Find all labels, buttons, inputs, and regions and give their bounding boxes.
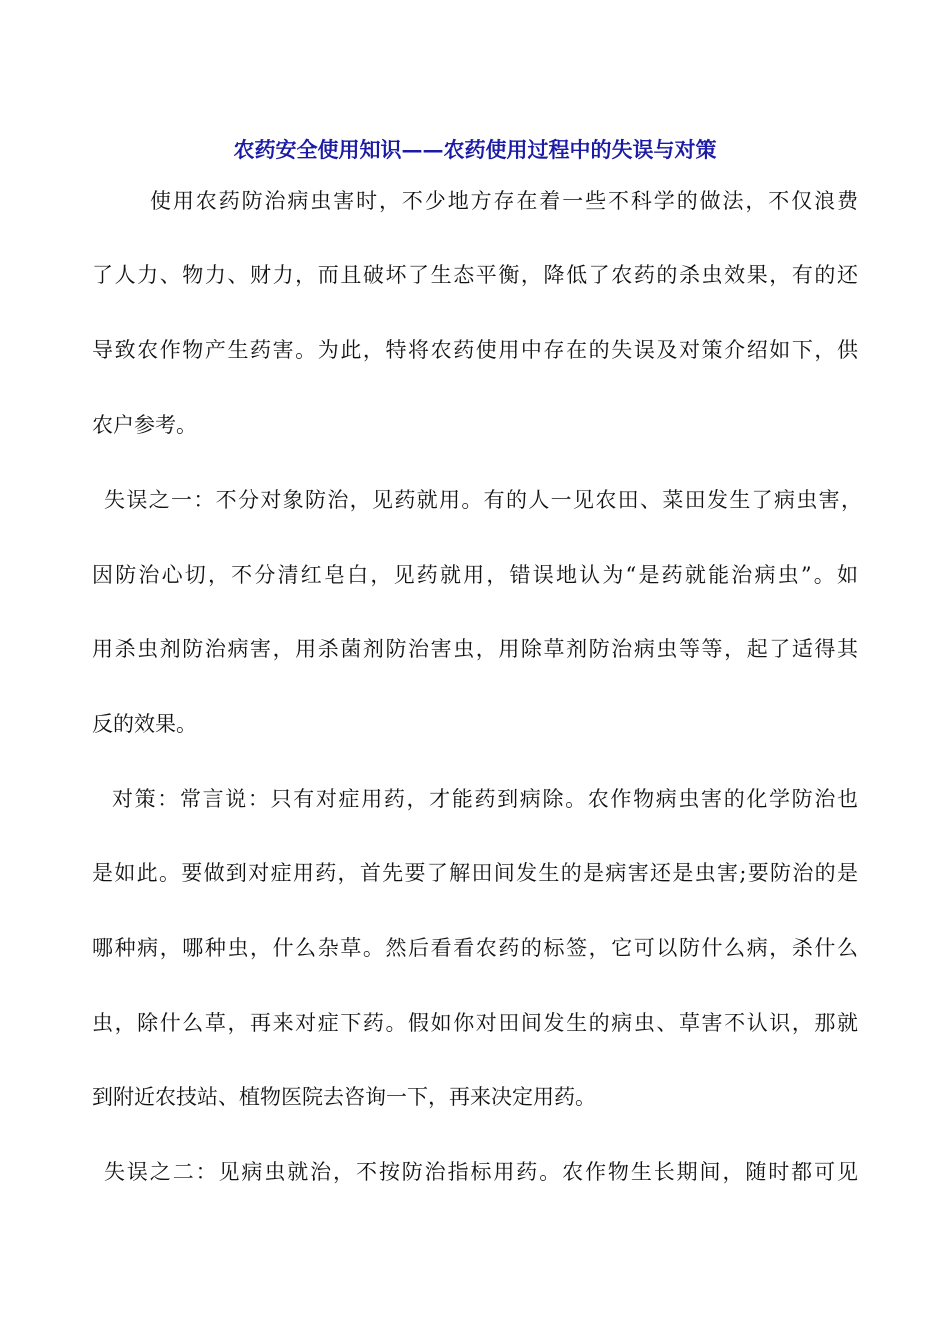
paragraph-line: 对策：常言说：只有对症用药，才能药到病除。农作物病虫害的化学防治也	[112, 787, 858, 811]
page-title: 农药安全使用知识——农药使用过程中的失误与对策	[233, 137, 717, 162]
paragraph-line: 失误之二：见病虫就治，不按防治指标用药。农作物生长期间，随时都可见	[104, 1160, 858, 1184]
paragraph-line: 农户参考。	[92, 413, 197, 437]
paragraph-line: 哪种病，哪种虫，什么杂草。然后看看农药的标签，它可以防什么病，杀什么	[92, 936, 858, 960]
paragraph-line: 反的效果。	[92, 712, 197, 736]
paragraph-line: 了人力、物力、财力，而且破坏了生态平衡，降低了农药的杀虫效果，有的还	[92, 263, 858, 287]
paragraph-line: 导致农作物产生药害。为此，特将农药使用中存在的失误及对策介绍如下，供	[92, 338, 858, 362]
paragraph-line: 用杀虫剂防治病害，用杀菌剂防治害虫，用除草剂防治病虫等等，起了适得其	[92, 637, 858, 661]
paragraph-line: 因防治心切，不分清红皂白，见药就用，错误地认为“是药就能治病虫”。如	[92, 563, 858, 587]
paragraph-line: 是如此。要做到对症用药，首先要了解田间发生的是病害还是虫害;要防治的是	[92, 861, 858, 885]
paragraph-line: 使用农药防治病虫害时，不少地方存在着一些不科学的做法，不仅浪费	[150, 189, 858, 213]
paragraph-line: 虫，除什么草，再来对症下药。假如你对田间发生的病虫、草害不认识，那就	[92, 1011, 858, 1035]
paragraph-line: 到附近农技站、植物医院去咨询一下，再来决定用药。	[92, 1085, 596, 1109]
paragraph-line: 失误之一：不分对象防治，见药就用。有的人一见农田、菜田发生了病虫害，	[104, 488, 862, 512]
